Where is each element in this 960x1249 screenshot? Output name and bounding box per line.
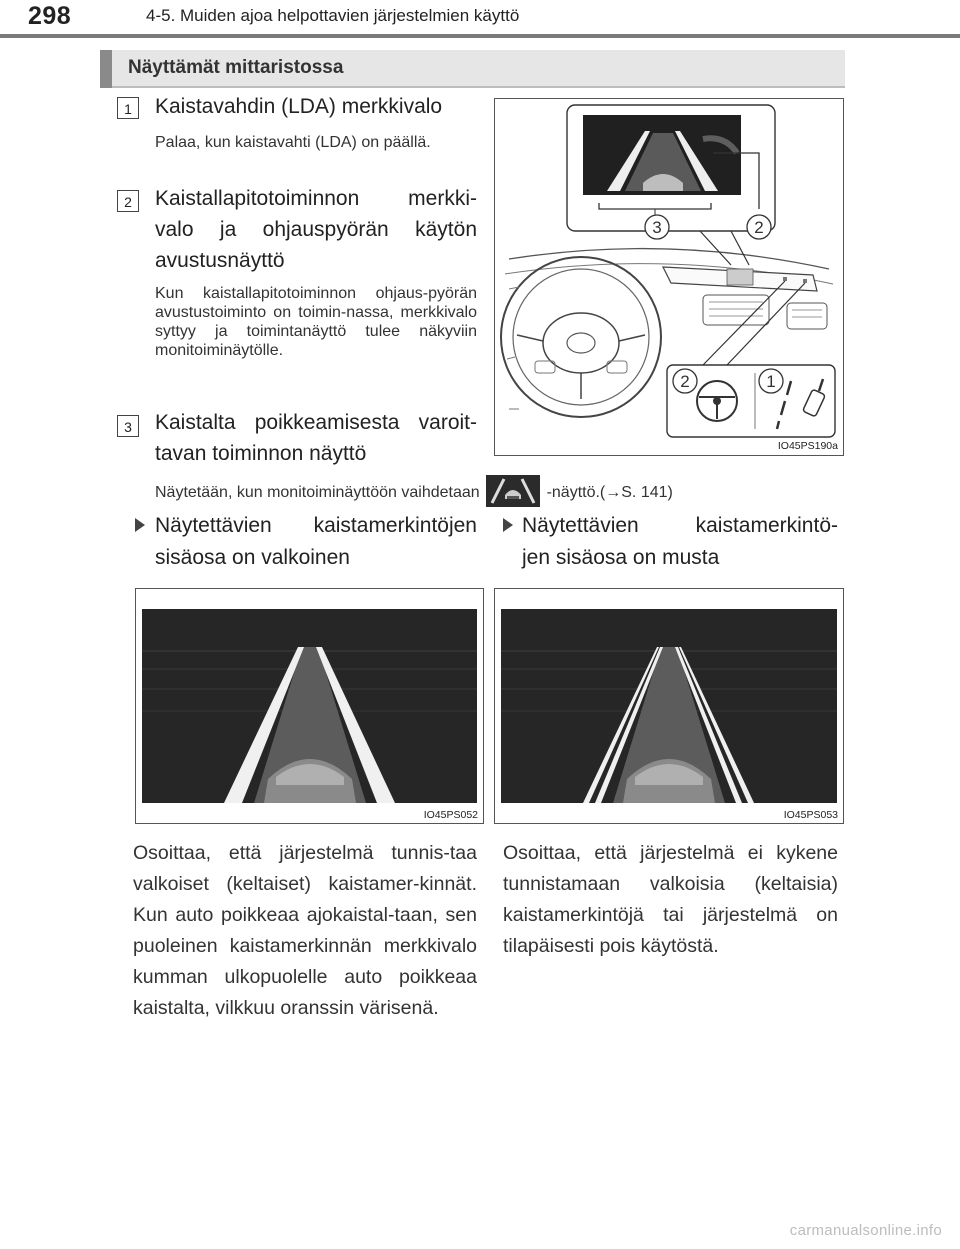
- item-2-body: Kun kaistallapitotoiminnon ohjaus-pyörän avustustoiminto on toimin-nassa, merkkivalo syttyy ja toimintanäyttö tulee näkyviin monitoiminäytölle.: [155, 285, 477, 359]
- item-2-heading-line-1: Kaistallapitotoiminnon merkki-: [155, 187, 477, 210]
- right-subheading-line-1: Näytettävien kaistamerkintö-: [522, 514, 838, 537]
- item-3-body-before: Näytetään, kun monitoiminäyttöön vaihdetaan: [155, 484, 480, 502]
- display-figure-white: [135, 588, 484, 824]
- svg-text:3: 3: [652, 218, 662, 237]
- bullet-triangle-left: [135, 518, 145, 532]
- item-1-body: Palaa, kun kaistavahti (LDA) on päällä.: [155, 134, 431, 151]
- right-subheading: [522, 510, 838, 574]
- item-2-heading-line-2: valo ja ohjauspyörän käytön: [155, 218, 477, 241]
- lane-display-black-illustration: [495, 589, 843, 823]
- item-number-2: 2: [117, 190, 139, 212]
- display-figure-black: [494, 588, 844, 824]
- left-subheading-line-1: Näytettävien kaistamerkintöjen: [155, 514, 477, 537]
- section-title: Näyttämät mittaristossa: [128, 57, 344, 78]
- dashboard-illustration: [495, 99, 843, 455]
- item-3-heading-line-1: Kaistalta poikkeamisesta varoit-: [155, 411, 477, 434]
- display-figure-black-label: IO45PS053: [783, 809, 838, 821]
- right-caption: Osoittaa, että järjestelmä ei kykene tunnistamaan valkoisia (keltaisia) kaistamerkintöjä tai järjestelmä on tilapäisesti pois käytöstä.: [503, 842, 838, 957]
- item-3-heading: [155, 407, 477, 469]
- section-accent: [100, 50, 112, 88]
- lane-display-icon: [486, 475, 540, 507]
- left-subheading: [155, 510, 477, 574]
- item-3-body-after: -näyttö.(→S. 141): [546, 484, 673, 502]
- left-subheading-line-2: sisäosa on valkoinen: [155, 546, 350, 569]
- item-1-heading: Kaistavahdin (LDA) merkkivalo: [155, 95, 443, 118]
- dashboard-figure-label: IO45PS190a: [777, 440, 838, 452]
- item-2-heading-line-3: avustusnäyttö: [155, 249, 285, 272]
- header-rule: [0, 34, 960, 38]
- page-number: 298: [28, 2, 72, 30]
- svg-text:2: 2: [680, 372, 690, 391]
- item-3-heading-line-2: tavan toiminnon näyttö: [155, 442, 367, 465]
- bullet-triangle-right: [503, 518, 513, 532]
- lane-display-white-illustration: [136, 589, 483, 823]
- right-subheading-line-2: jen sisäosa on musta: [522, 546, 720, 569]
- footer-watermark: carmanualsonline.info: [789, 1222, 942, 1239]
- display-figure-white-label: IO45PS052: [423, 809, 478, 821]
- item-3-body: [155, 477, 673, 509]
- chapter-title: 4-5. Muiden ajoa helpottavien järjestelmien käyttö: [146, 6, 520, 25]
- item-2-heading: [155, 183, 477, 276]
- section-header: [100, 50, 845, 88]
- svg-text:1: 1: [766, 372, 776, 391]
- item-number-3: 3: [117, 415, 139, 437]
- item-number-1: 1: [117, 97, 139, 119]
- svg-text:2: 2: [754, 218, 764, 237]
- left-caption: Osoittaa, että järjestelmä tunnis-taa valkoiset (keltaiset) kaistamer-kinnät. Kun auto poikkeaa ajokaistal-taan, sen puoleinen kaistamerkinnän merkkivalo kumman ulkopuolelle auto poikkeaa kaistalta, vilkkuu oranssin värisenä.: [133, 842, 477, 1019]
- dashboard-figure: [494, 98, 844, 456]
